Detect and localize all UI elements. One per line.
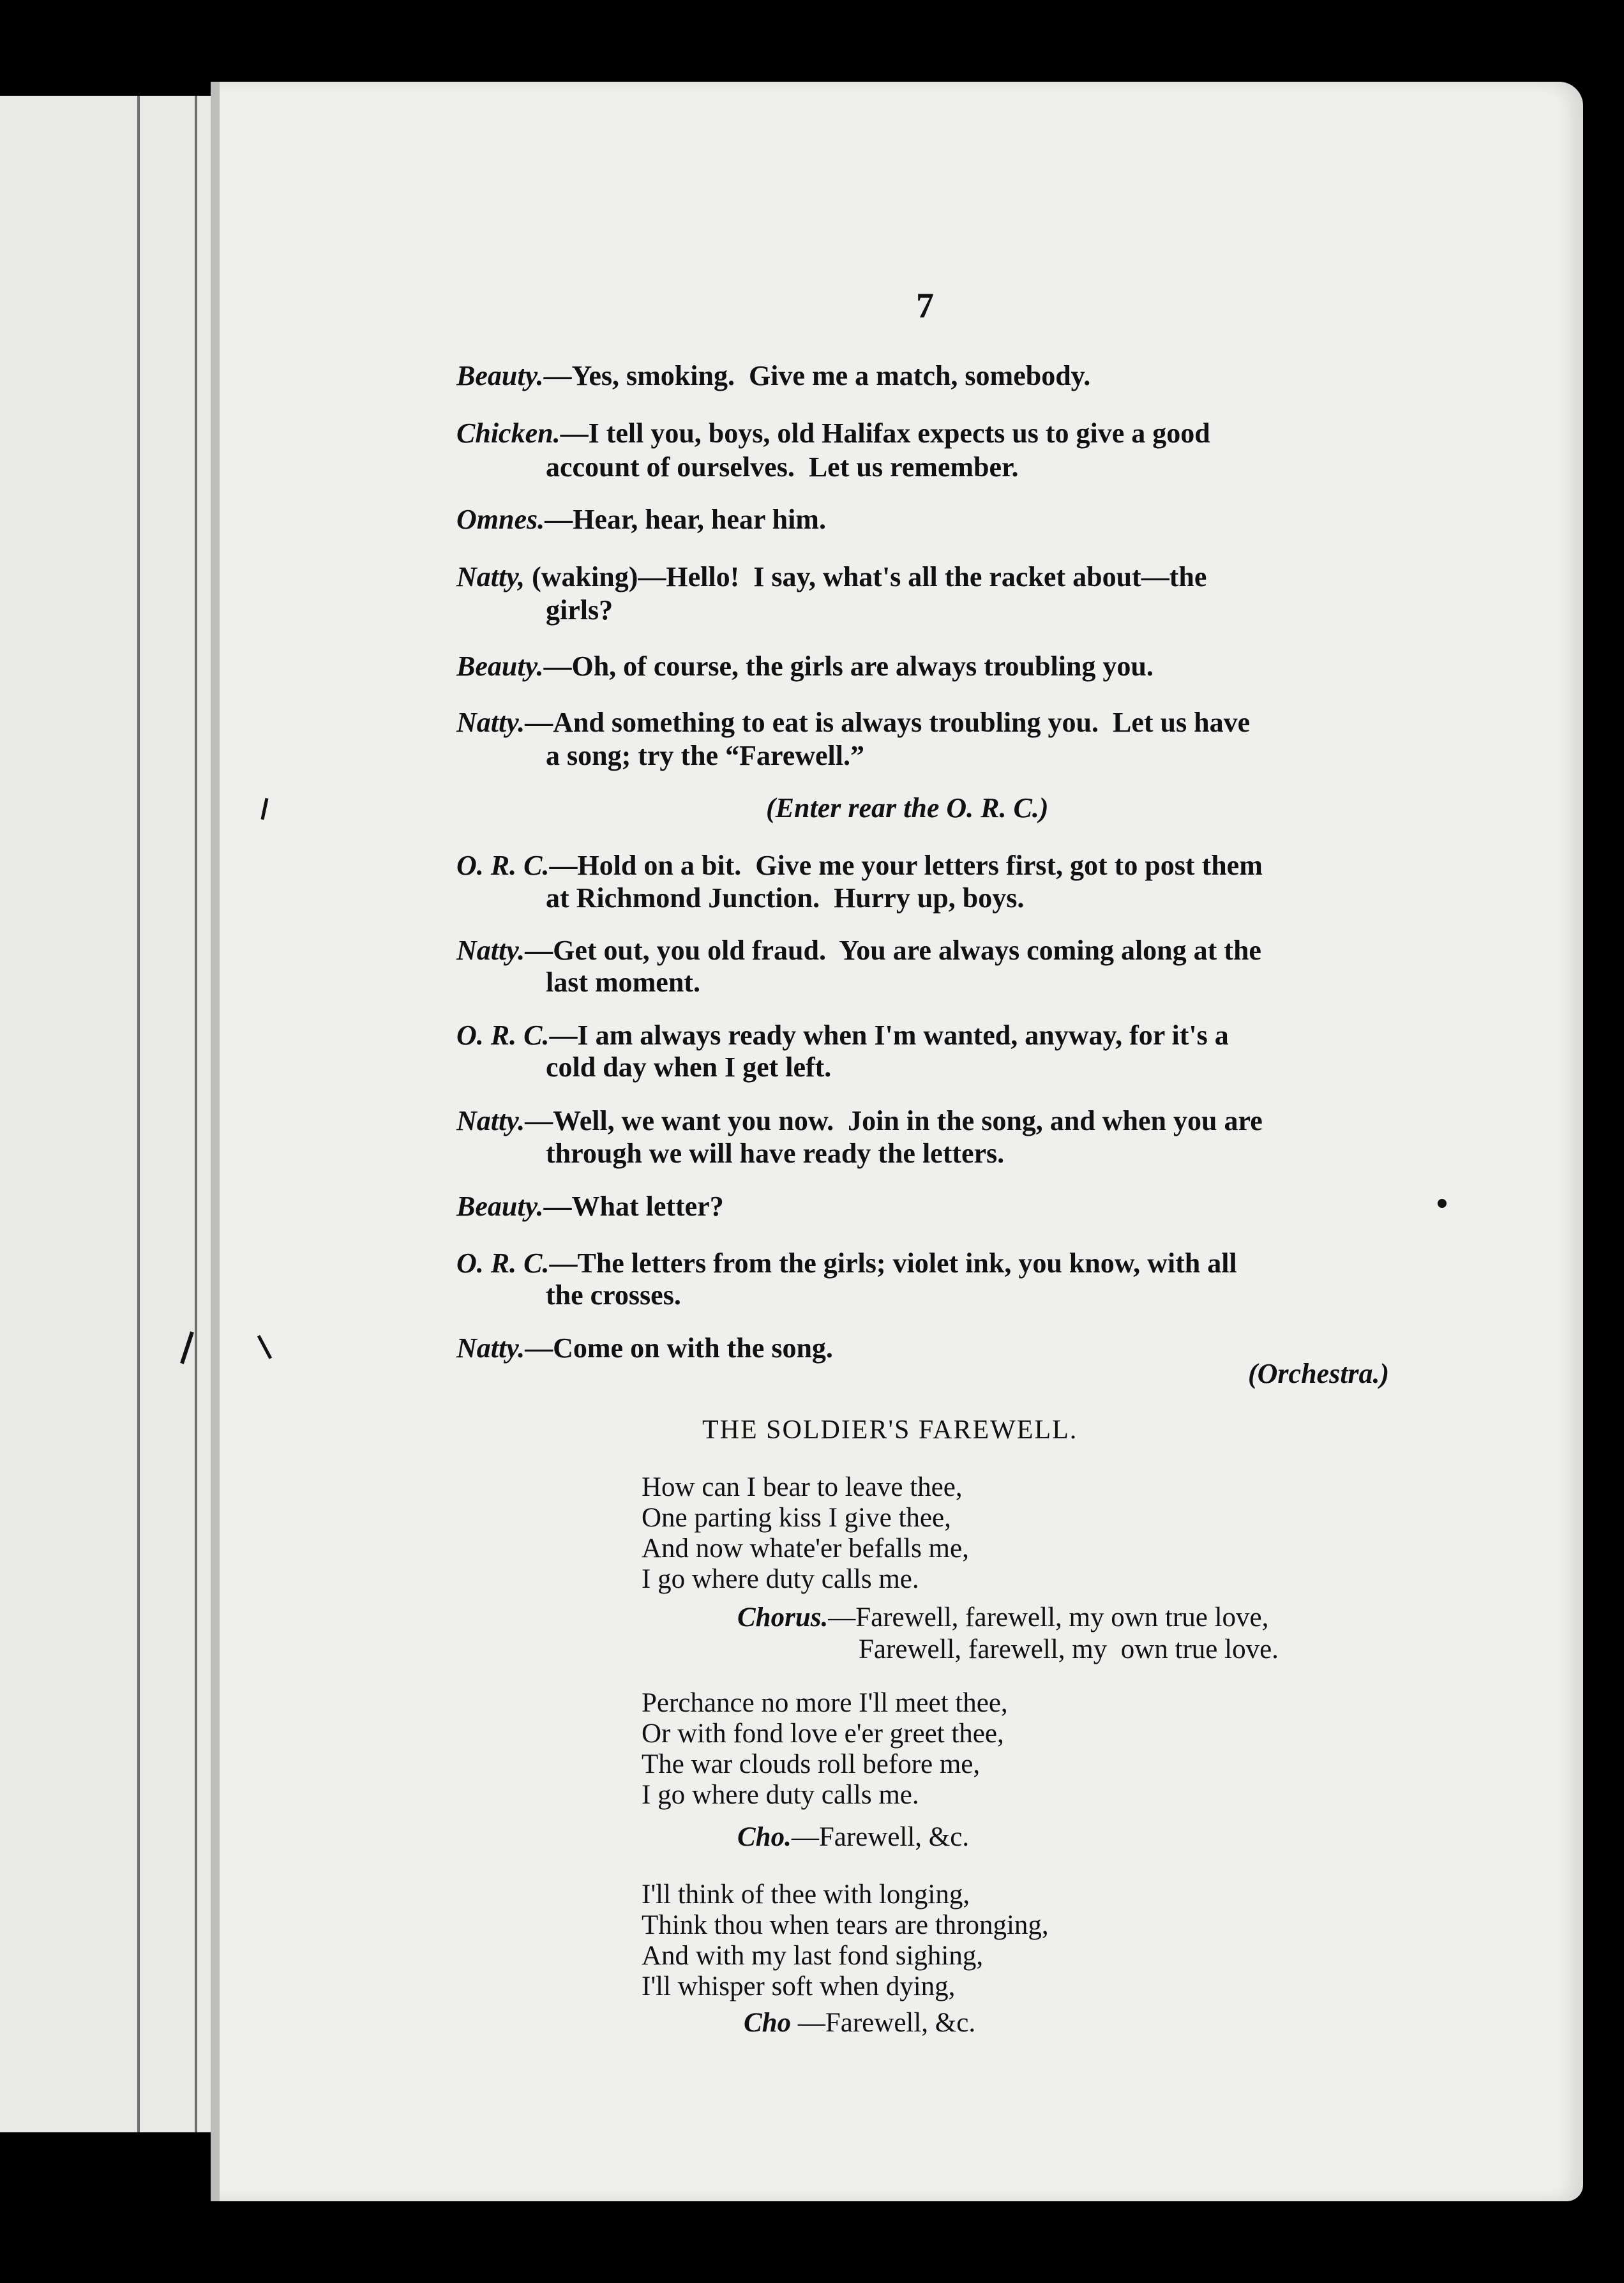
dialogue-continuation	[546, 1138, 1491, 1169]
verse-line: Perchance no more I'll meet thee,	[642, 1688, 1008, 1718]
speaker-name: Omnes.	[456, 504, 545, 535]
speaker-name: Chicken.	[456, 418, 560, 449]
dialogue-continuation	[546, 595, 1491, 626]
speaker-name: Beauty.	[456, 360, 544, 391]
dialogue-line	[456, 361, 1401, 391]
verse-line: I'll think of thee with longing,	[642, 1880, 970, 1910]
dialogue-line	[456, 707, 1401, 738]
verse-line: And now whate'er befalls me,	[642, 1533, 969, 1563]
verse-line: One parting kiss I give thee,	[642, 1503, 951, 1533]
verse-line: And with my last fond sighing,	[642, 1941, 984, 1971]
dialogue-text: —Oh, of course, the girls are always troubling you.	[543, 651, 1154, 682]
chorus-text: —Farewell, &c.	[791, 1822, 970, 1852]
dialogue-line	[456, 504, 1401, 535]
dialogue-line	[456, 562, 1401, 592]
dialogue-continuation-text: at Richmond Junction. Hurry up, boys.	[546, 882, 1025, 914]
dialogue-text: —The letters from the girls; violet ink, you know, with all	[549, 1247, 1237, 1279]
dialogue-line	[456, 1020, 1401, 1051]
dialogue-continuation-text: a song; try the “Farewell.”	[546, 740, 864, 771]
dialogue-line	[456, 651, 1401, 682]
dialogue-text: —Get out, you old fraud. You are always coming along at the	[525, 935, 1261, 966]
dialogue-continuation	[546, 452, 1491, 483]
dialogue-text: —Hear, hear, hear him.	[545, 504, 826, 535]
speaker-name: Natty.	[456, 1105, 525, 1136]
dialogue-text: (waking)—Hello! I say, what's all the racket about—the	[532, 561, 1207, 592]
dialogue-text: —Yes, smoking. Give me a match, somebody.	[543, 360, 1091, 391]
speaker-name: O. R. C.	[456, 1247, 550, 1279]
dialogue-continuation	[546, 1052, 1491, 1083]
chorus-line	[737, 1602, 1268, 1633]
dialogue-line	[456, 1248, 1401, 1279]
speaker-name: Beauty.	[456, 651, 544, 682]
verse-line: I go where duty calls me.	[642, 1780, 919, 1810]
dialogue-continuation	[546, 967, 1491, 998]
verse-line: Or with fond love e'er greet thee,	[642, 1719, 1004, 1749]
dialogue-continuation-text: through we will have ready the letters.	[546, 1138, 1005, 1169]
verse-line: The war clouds roll before me,	[642, 1749, 981, 1779]
dialogue-continuation-text: the crosses.	[546, 1279, 681, 1311]
ink-speck	[1438, 1199, 1447, 1208]
dialogue-text: —Hold on a bit. Give me your letters first, got to post them	[549, 850, 1263, 881]
chorus-text: —Farewell, &c.	[791, 2008, 976, 2038]
dialogue-line	[456, 1106, 1401, 1136]
dialogue-text: —What letter?	[543, 1191, 724, 1222]
speaker-name: Natty,	[456, 561, 525, 592]
speaker-name: O. R. C.	[456, 850, 550, 881]
dialogue-continuation-text: cold day when I get left.	[546, 1051, 832, 1083]
dialogue-line	[456, 1191, 1401, 1222]
dialogue-continuation	[546, 741, 1491, 771]
page-number: 7	[916, 286, 934, 326]
song-title: THE SOLDIER'S FAREWELL.	[702, 1415, 1078, 1445]
dialogue-text: —And something to eat is always troubling you. Let us have	[525, 707, 1251, 738]
chorus-line	[744, 2008, 975, 2038]
chorus-text: —Farewell, farewell, my own true love,	[828, 1602, 1269, 1632]
stage-direction: (Enter rear the O. R. C.)	[766, 792, 1049, 824]
chorus-line	[737, 1822, 969, 1853]
dialogue-continuation	[546, 1280, 1491, 1311]
speaker-name: Natty.	[456, 707, 525, 738]
verse-line: Think thou when tears are thronging,	[642, 1910, 1049, 1940]
dialogue-line	[456, 418, 1401, 449]
speaker-name: Beauty.	[456, 1191, 544, 1222]
dialogue-text: —I am always ready when I'm wanted, anyway, for it's a	[549, 1020, 1229, 1051]
chorus-label: Cho.	[737, 1822, 792, 1852]
dialogue-line	[456, 935, 1401, 966]
dialogue-continuation-text: last moment.	[546, 967, 700, 998]
verse-line: I go where duty calls me.	[642, 1564, 919, 1594]
dialogue-line	[456, 850, 1401, 881]
dialogue-continuation-text: girls?	[546, 594, 613, 626]
verse-line: I'll whisper soft when dying,	[642, 1971, 956, 2001]
dialogue-text: —Well, we want you now. Join in the song, and when you are	[525, 1105, 1263, 1136]
stage-direction: (Orchestra.)	[1248, 1358, 1390, 1389]
dialogue-text: —I tell you, boys, old Halifax expects us to give a good	[560, 418, 1210, 449]
speaker-name: Natty.	[456, 935, 525, 966]
chorus-label: Chorus.	[737, 1602, 829, 1632]
dialogue-text: —Come on with the song.	[525, 1332, 833, 1364]
verse-line: How can I bear to leave thee,	[642, 1472, 963, 1502]
chorus-line: Farewell, farewell, my own true love.	[859, 1634, 1279, 1664]
dialogue-continuation	[546, 883, 1491, 914]
chorus-label: Cho	[744, 2008, 792, 2038]
speaker-name: Natty.	[456, 1332, 525, 1364]
dialogue-continuation-text: account of ourselves. Let us remember.	[546, 451, 1019, 483]
speaker-name: O. R. C.	[456, 1020, 550, 1051]
